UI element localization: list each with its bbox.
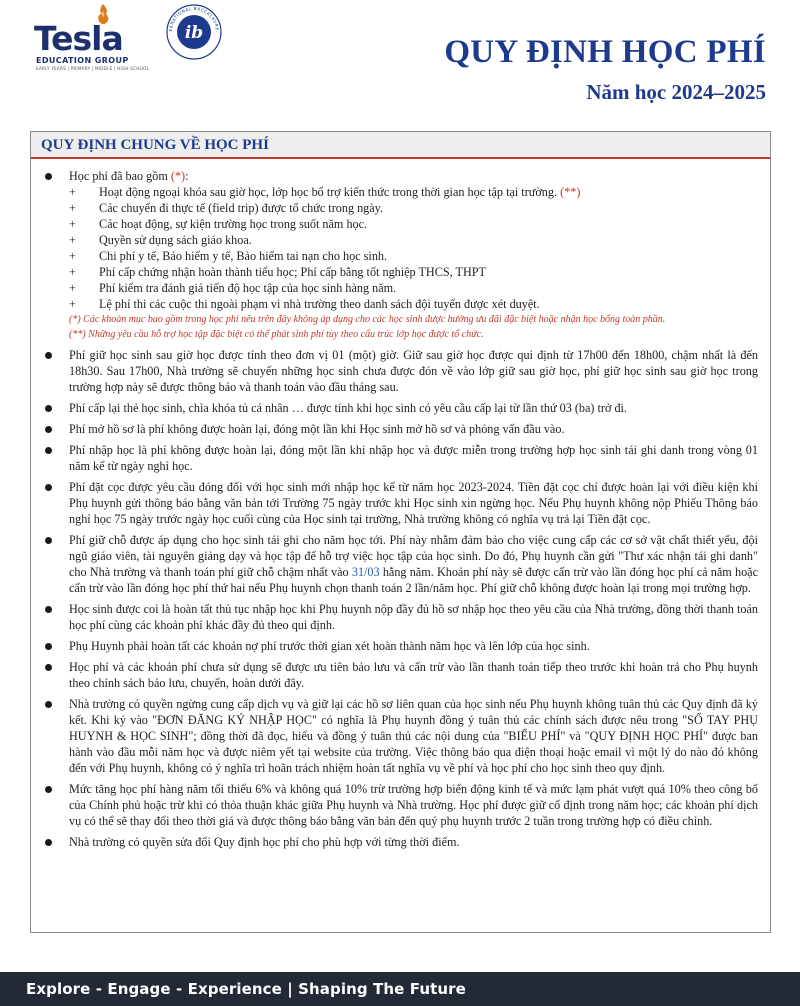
tesla-logo	[34, 0, 220, 82]
list-item: Học phí đã bao gồm (*): + Hoạt động ngoại khóa sau giờ học, lớp học bổ trợ kiến thức trong thời gian học tập tại trường. (**) + Các chuyến đi thực tế (field trip) được tổ chức trong ngày. + Các hoạt động, sự kiện trường học trong suốt năm học. + Quyền sử dụng sách giáo khoa. + Chi phí y tế, Bảo hiểm y tế, Bảo hiểm tai nạn cho học sinh. + Phí cấp chứng nhận hoàn thành tiểu học; Phí cấp bằng tốt nghiệp THCS, THPT + Phí kiểm tra đánh giá tiến độ học tập của học sinh hàng năm. + Lệ phí thi các cuộc thi ngoài phạm vi nhà trường theo danh sách đội tuyển được xét duyệt. (*) Các khoản mục bao gồm trong học phí nêu trên đây không áp dụng cho các học sinh được hưởng ưu đãi đặc biệt hoặc nhận học bổng toàn phần. (**) Những yêu cầu hỗ trợ học tập đặc biệt có thể phát sinh phí tùy theo cấu trúc lớp học được tổ chức.	[31, 168, 770, 342]
sub-item: + Các hoạt động, sự kiện trường học trong suốt năm học.	[69, 217, 368, 231]
section-header	[31, 132, 770, 159]
list-item: Phụ Huynh phải hoàn tất các khoản nợ phí trước thời gian xét hoàn thành năm học và lên lớp của học sinh.	[31, 638, 770, 654]
plus-icon: +	[69, 297, 76, 311]
list-item: Phí đặt cọc được yêu cầu đóng đối với học sinh mới nhập học kể từ năm học 2023-2024. Tiền đặt cọc chỉ được hoàn lại với điều kiện khi Phụ huynh gửi thông báo bằng văn bản tới Trường 75 ngày trước khi Học sinh xin ngừng học. Nếu Phụ huynh không nộp Phiếu Thông báo nghỉ học 75 ngày trước ngày học cuối cùng của Học sinh tại trường, Nhà trường không có nghĩa vụ trả lại Tiền đặt cọc.	[31, 479, 770, 527]
plus-icon: +	[69, 233, 76, 247]
list-item: Phí mở hồ sơ là phí không được hoàn lại, đóng một lần khi Học sinh mở hồ sơ và phỏng vấn đầu vào.	[31, 421, 770, 437]
list-item: Nhà trường có quyền ngừng cung cấp dịch vụ và giữ lại các hồ sơ liên quan của học sinh nếu Phụ huynh không tuân thủ các Quy định đã ký kết. Khi ký vào "ĐƠN ĐĂNG KÝ NHẬP HỌC" có nghĩa là Phụ huynh đồng ý tuân thủ các chính sách được nêu trong "SỔ TAY PHỤ HUYNH & HỌC SINH"; đồng thời đã đọc, hiểu và đồng ý tuân thủ các nội dung của "BIỂU PHÍ" và "QUY ĐỊNH HỌC PHÍ" được ban hành vào đầu mỗi năm học và được niêm yết tại website của trường. Việc thông báo qua điện thoại hoặc email vì một lý do nào đó không đến với Phụ huynh, không có ý nghĩa trì hoãn trách nhiệm hoàn tất nghĩa vụ về phí và học phí cho học sinh theo quy định.	[31, 696, 770, 776]
list-item: Phí cấp lại thẻ học sinh, chìa khóa tủ cá nhân … được tính khi học sinh có yêu cầu cấp lại từ lần thứ 03 (ba) trở đi.	[31, 400, 770, 416]
plus-icon: +	[69, 281, 76, 295]
bullet-icon	[45, 447, 52, 454]
list-item: Phí nhập học là phí không được hoàn lại, đóng một lần khi nhập học và được miễn trong trường hợp học sinh tái ghi danh trong vòng 01 năm kể từ ngày nghỉ học.	[31, 442, 770, 474]
bullet-icon	[45, 426, 52, 433]
brand-name: Tesla	[34, 19, 123, 58]
footnote: (*) Các khoản mục bao gồm trong học phí nêu trên đây không áp dụng cho các học sinh được hưởng ưu đãi đặc biệt hoặc nhận học bổng toàn phần.	[69, 314, 666, 325]
bullet-icon	[45, 786, 52, 793]
brand-levels: EARLY YEARS | PRIMARY | MIDDLE | HIGH SCHOOL	[36, 66, 150, 71]
sub-item: + Các chuyến đi thực tế (field trip) được tổ chức trong ngày.	[69, 201, 384, 215]
list-item: Phí giữ học sinh sau giờ học được tính theo đơn vị 01 (một) giờ. Giữ sau giờ học được qui định từ 17h00 đến 18h00, chậm nhất là đến 18h30. Sau 17h00, Nhà trường sẽ chuyển những học sinh chưa được đón về vào lớp giữ sau giờ học, phí giữ học sinh sau giờ học trong trường hợp này sẽ được thông báo và thanh toán vào đầu tháng sau.	[31, 347, 770, 395]
list-item: Học phí và các khoản phí chưa sử dụng sẽ được ưu tiên bảo lưu và cấn trừ vào lần thanh toán tiếp theo trước khi hoàn trả cho Phụ huynh theo chính sách bảo lưu, chuyển, hoàn dưới đây.	[31, 659, 770, 691]
sub-item: + Lệ phí thi các cuộc thi ngoài phạm vi nhà trường theo danh sách đội tuyển được xét duyệt.	[69, 297, 540, 311]
bullet-icon	[45, 173, 52, 180]
ib-seal-text: ERNATIONAL BACCALAURE	[167, 5, 220, 32]
page-subtitle: Năm học 2024–2025	[586, 80, 766, 104]
plus-icon: +	[69, 201, 76, 215]
policy-list	[31, 168, 770, 855]
bullet-icon	[45, 664, 52, 671]
list-item: Mức tăng học phí hàng năm tối thiểu 6% và không quá 10% trừ trường hợp biến động kinh tế và mức lạm phát vượt quá 10% theo công bố của Chính phủ hoặc trừ khi có thỏa thuận khác giữa Phụ huynh và Nhà trường. Học phí được giữ cố định trong năm học; các khoản phí dịch vụ có thể sẽ thay đổi theo thời giá và được thông báo bằng văn bản đến quý phụ huynh trước 2 tuần trong trường hợp có điều chỉnh.	[31, 781, 770, 829]
section-title: QUY ĐỊNH CHUNG VỀ HỌC PHÍ	[41, 137, 269, 153]
policy-frame	[30, 131, 771, 933]
list-item: Nhà trường có quyền sửa đổi Quy định học phí cho phù hợp với từng thời điểm.	[31, 834, 770, 850]
bullet-icon	[45, 405, 52, 412]
bullet-icon	[45, 839, 52, 846]
plus-icon: +	[69, 217, 76, 231]
footer-slogan: Explore - Engage - Experience | Shaping The Future	[26, 980, 466, 998]
bullet-icon	[45, 701, 52, 708]
deadline-date: 31/03	[351, 565, 380, 579]
footnote: (**) Những yêu cầu hỗ trợ học tập đặc biệt có thể phát sinh phí tùy theo cấu trúc lớp học được tổ chức.	[69, 329, 484, 340]
plus-icon: +	[69, 249, 76, 263]
page-title: QUY ĐỊNH HỌC PHÍ	[444, 34, 766, 70]
plus-icon: +	[69, 265, 76, 279]
plus-icon: +	[69, 185, 76, 199]
ib-mark: ib	[184, 23, 204, 43]
sub-item: + Phí cấp chứng nhận hoàn thành tiểu học; Phí cấp bằng tốt nghiệp THCS, THPT	[69, 265, 486, 279]
sub-item: + Phí kiểm tra đánh giá tiến độ học tập của học sinh hàng năm.	[69, 281, 397, 295]
bullet-icon	[45, 606, 52, 613]
page-header	[0, 0, 800, 122]
list-item: Học sinh được coi là hoàn tất thủ tục nhập học khi Phụ huynh nộp đầy đủ hồ sơ nhập học theo yêu cầu của Nhà trường, đồng thời thanh toán học phí cùng các khoản phí khác đầy đủ theo qui định.	[31, 601, 770, 633]
bullet-icon	[45, 484, 52, 491]
sub-item: + Hoạt động ngoại khóa sau giờ học, lớp học bổ trợ kiến thức trong thời gian học tập tại trường. (**)	[69, 185, 581, 199]
list-item: Phí giữ chỗ được áp dụng cho học sinh tái ghi cho năm học tới. Phí này nhằm đảm bảo cho việc cung cấp các cơ sở vật chất thiết yếu, đội ngũ giáo viên, tài nguyên giảng dạy và học tập để hỗ trợ việc học tập của học sinh. Do đó, Phụ huynh cần gửi "Thư xác nhận tái ghi danh" cho Nhà trường và thanh toán phí giữ chỗ chậm nhất vào 31/03 hằng năm. Khoản phí này sẽ được cấn trừ vào lần đóng học phí cả năm hoặc cấn trừ vào lần đóng học phí thứ hai nếu Phụ huynh chọn thanh toán 2 lần/năm học. Phí giữ chỗ không được hoàn lại trong mọi trường hợp.	[31, 532, 770, 596]
footer-bar	[0, 972, 800, 1006]
bullet-icon	[45, 352, 52, 359]
sub-item: + Quyền sử dụng sách giáo khoa.	[69, 233, 252, 247]
brand-sub: EDUCATION GROUP	[36, 56, 129, 65]
bullet-icon	[45, 643, 52, 650]
ib-seal-logo	[164, 2, 224, 62]
bullet-icon	[45, 537, 52, 544]
sub-item: + Chi phí y tế, Bảo hiểm y tế, Bảo hiểm tai nạn cho học sinh.	[69, 249, 388, 263]
